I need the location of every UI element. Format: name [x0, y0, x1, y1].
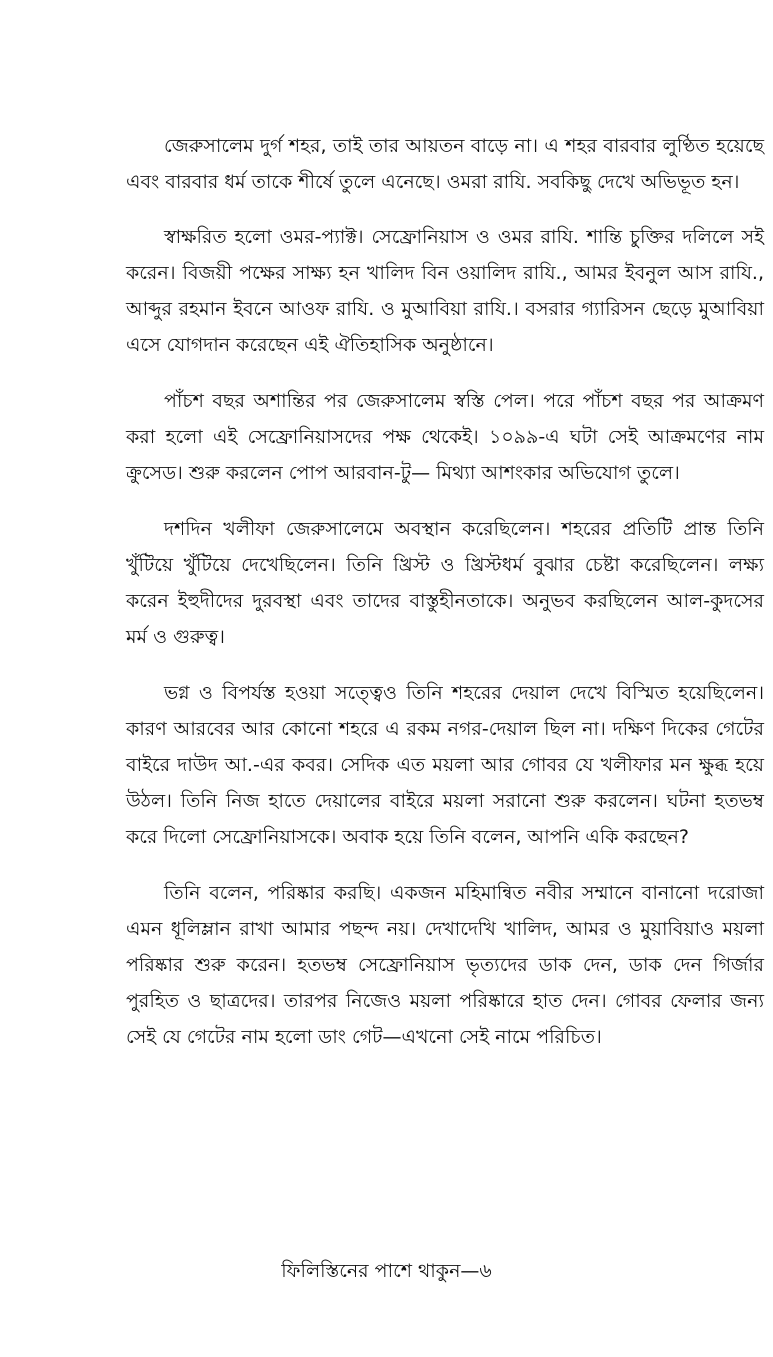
paragraph-1: জেরুসালেম দুর্গ শহর, তাই তার আয়তন বাড়ে না। এ শহর বারবার লুণ্ঠিত হয়েছে এবং বারবার ধর্ম তাকে শীর্ষে তুলে এনেছে। ওমরা রাযি. সবকিছু দেখে অভিভূত হন।: [126, 135, 764, 193]
paragraph-6: তিনি বলেন, পরিষ্কার করছি। একজন মহিমান্বিত নবীর সম্মানে বানানো দরোজা এমন ধূলিম্লান রাখা আমার পছন্দ নয়। দেখাদেখি খালিদ, আমর ও মুয়াবিয়াও ময়লা পরিষ্কার শুরু করেন। হতভম্ব সেফ্রোনিয়াস ভৃত্যদের ডাক দেন, ডাক দেন গির্জার পুরহিত ও ছাত্রদের। তারপর নিজেও ময়লা পরিষ্কারে হাত দেন। গোবর ফেলার জন্য সেই যে গেটের নাম হলো ডাং গেট—এখনো সেই নামে পরিচিত।: [126, 882, 764, 1048]
paragraph-2: স্বাক্ষরিত হলো ওমর-প্যাক্ট। সেফ্রোনিয়াস ও ওমর রাযি. শান্তি চুক্তির দলিলে সই করেন। বিজয়ী পক্ষের সাক্ষ্য হন খালিদ বিন ওয়ালিদ রাযি., আমর ইবনুল আস রাযি., আব্দুর রহমান ইবনে আওফ রাযি. ও মুআবিয়া রাযি.। বসরার গ্যারিসন ছেড়ে মুআবিয়া এসে যোগদান করেছেন এই ঐতিহাসিক অনুষ্ঠানে।: [126, 226, 764, 356]
paragraph-5: ভগ্ন ও বিপর্যস্ত হওয়া সত্ত্বেও তিনি শহরের দেয়াল দেখে বিস্মিত হয়েছিলেন। কারণ আরবের আর কোনো শহরে এ রকম নগর-দেয়াল ছিল না। দক্ষিণ দিকের গেটের বাইরে দাউদ আ.-এর কবর। সেদিক এত ময়লা আর গোবর যে খলীফার মন ক্ষুব্ধ হয়ে উঠল। তিনি নিজ হাতে দেয়ালের বাইরে ময়লা সরানো শুরু করলেন। ঘটনা হতভম্ব করে দিলো সেফ্রোনিয়াসকে। অবাক হয়ে তিনি বলেন, আপনি একি করছেন?: [126, 682, 764, 848]
body-text: [126, 128, 764, 1075]
paragraph-3: পাঁচশ বছর অশান্তির পর জেরুসালেম স্বস্তি পেল। পরে পাঁচশ বছর পর আক্রমণ করা হলো এই সেফ্রোনিয়াসদের পক্ষ থেকেই। ১০৯৯-এ ঘটা সেই আক্রমণের নাম ক্রুসেড। শুরু করলেন পোপ আরবান-টু— মিথ্যা আশংকার অভিযোগ তুলে।: [126, 390, 764, 484]
page-footer: ফিলিস্তিনের পাশে থাকুন—৬: [281, 1260, 492, 1282]
paragraph-4: দশদিন খলীফা জেরুসালেমে অবস্থান করেছিলেন। শহরের প্রতিটি প্রান্ত তিনি খুঁটিয়ে খুঁটিয়ে দেখেছিলেন। তিনি খ্রিস্ট ও খ্রিস্টধর্ম বুঝার চেষ্টা করেছিলেন। লক্ষ্য করেন ইহুদীদের দুরবস্থা এবং তাদের বাস্তুহীনতাকে। অনুভব করছিলেন আল-কুদসের মর্ম ও গুরুত্ব।: [126, 518, 764, 648]
